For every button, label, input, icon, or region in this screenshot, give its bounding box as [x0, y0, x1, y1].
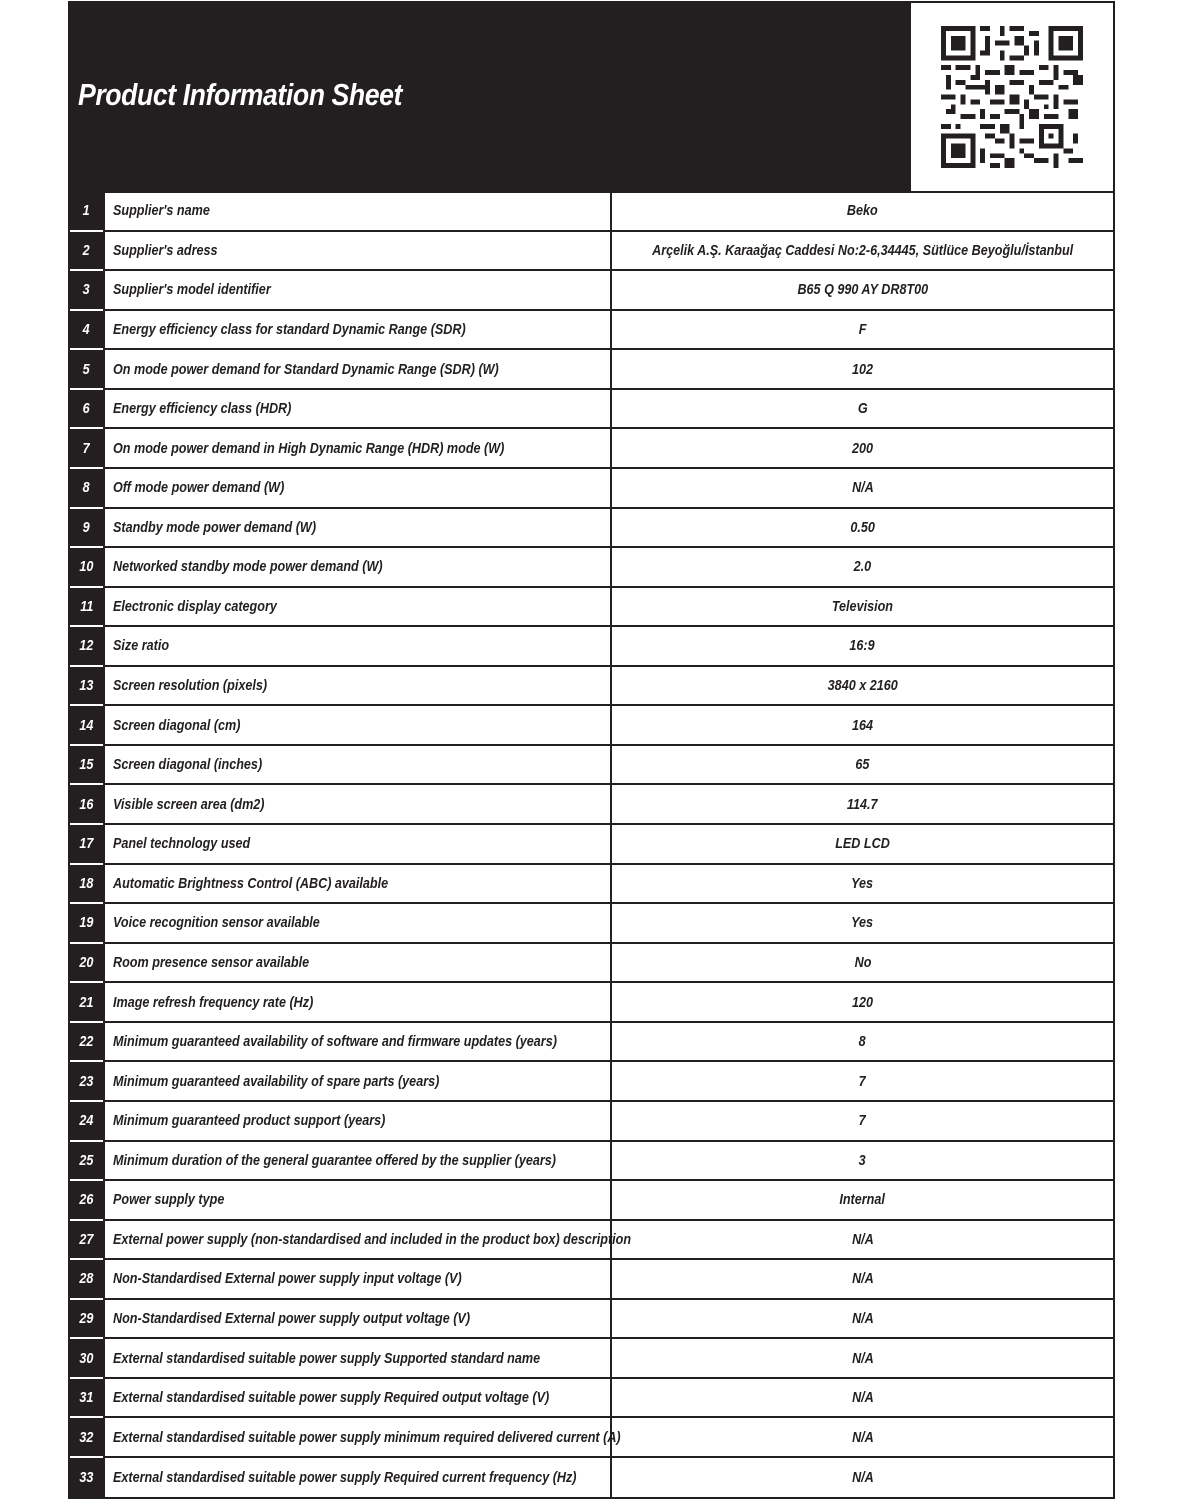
row-value: N/A [611, 1259, 1113, 1299]
row-label: Minimum guaranteed availability of spare parts (years) [104, 1061, 611, 1101]
row-number: 17 [70, 824, 104, 864]
row-value: 16:9 [611, 626, 1113, 666]
table-row [70, 587, 1113, 627]
row-value: N/A [611, 1299, 1113, 1339]
row-value: 8 [611, 1022, 1113, 1062]
row-number: 27 [70, 1220, 104, 1260]
row-label: Standby mode power demand (W) [104, 508, 611, 548]
row-number: 15 [70, 745, 104, 785]
table-row [70, 1299, 1113, 1339]
row-label: Panel technology used [104, 824, 611, 864]
row-value: N/A [611, 1378, 1113, 1418]
qr-code-panel [909, 3, 1113, 191]
row-value: 2.0 [611, 547, 1113, 587]
row-number: 16 [70, 784, 104, 824]
table-row [70, 1259, 1113, 1299]
row-number: 14 [70, 705, 104, 745]
row-number: 20 [70, 943, 104, 983]
row-value: N/A [611, 1417, 1113, 1457]
row-label: On mode power demand in High Dynamic Range (HDR) mode (W) [104, 428, 611, 468]
row-value: Yes [611, 903, 1113, 943]
table-row [70, 745, 1113, 785]
row-value: 200 [611, 428, 1113, 468]
row-number: 5 [70, 349, 104, 389]
table-row [70, 547, 1113, 587]
table-row [70, 1061, 1113, 1101]
table-row [70, 824, 1113, 864]
row-label: Minimum guaranteed product support (years) [104, 1101, 611, 1141]
table-row [70, 1338, 1113, 1378]
table-row [70, 468, 1113, 508]
table-row [70, 784, 1113, 824]
table-row [70, 982, 1113, 1022]
table-row [70, 1101, 1113, 1141]
table-row [70, 903, 1113, 943]
row-number: 23 [70, 1061, 104, 1101]
row-number: 12 [70, 626, 104, 666]
row-number: 18 [70, 864, 104, 904]
row-label: Visible screen area (dm2) [104, 784, 611, 824]
table-row [70, 191, 1113, 231]
row-number: 28 [70, 1259, 104, 1299]
table-row [70, 389, 1113, 429]
row-number: 30 [70, 1338, 104, 1378]
sheet-header [70, 3, 1113, 193]
row-value: 0.50 [611, 508, 1113, 548]
row-number: 22 [70, 1022, 104, 1062]
row-label: Power supply type [104, 1180, 611, 1220]
row-number: 32 [70, 1417, 104, 1457]
row-label: External standardised suitable power supply Required current frequency (Hz) [104, 1457, 611, 1497]
row-number: 10 [70, 547, 104, 587]
row-number: 4 [70, 310, 104, 350]
row-number: 7 [70, 428, 104, 468]
row-value: F [611, 310, 1113, 350]
row-label: Minimum guaranteed availability of software and firmware updates (years) [104, 1022, 611, 1062]
table-row [70, 943, 1113, 983]
row-value: N/A [611, 1457, 1113, 1497]
qr-code-icon [941, 25, 1083, 169]
row-value: Yes [611, 864, 1113, 904]
row-label: Minimum duration of the general guarantee offered by the supplier (years) [104, 1141, 611, 1181]
row-value: LED LCD [611, 824, 1113, 864]
row-value: 65 [611, 745, 1113, 785]
table-row [70, 1417, 1113, 1457]
table-row [70, 349, 1113, 389]
row-value: 102 [611, 349, 1113, 389]
row-number: 3 [70, 270, 104, 310]
table-row [70, 231, 1113, 271]
table-row [70, 1378, 1113, 1418]
row-label: Room presence sensor available [104, 943, 611, 983]
row-value: 7 [611, 1101, 1113, 1141]
row-number: 21 [70, 982, 104, 1022]
row-label: Supplier's name [104, 191, 611, 231]
row-value: 3 [611, 1141, 1113, 1181]
row-label: Screen resolution (pixels) [104, 666, 611, 706]
row-value: 114.7 [611, 784, 1113, 824]
table-row [70, 270, 1113, 310]
table-row [70, 508, 1113, 548]
row-number: 24 [70, 1101, 104, 1141]
row-value: 120 [611, 982, 1113, 1022]
row-label: Screen diagonal (cm) [104, 705, 611, 745]
row-value: N/A [611, 468, 1113, 508]
row-label: Size ratio [104, 626, 611, 666]
row-number: 19 [70, 903, 104, 943]
row-value: No [611, 943, 1113, 983]
row-label: Non-Standardised External power supply input voltage (V) [104, 1259, 611, 1299]
table-row [70, 428, 1113, 468]
row-number: 9 [70, 508, 104, 548]
row-number: 6 [70, 389, 104, 429]
product-information-sheet [68, 1, 1115, 1499]
row-number: 31 [70, 1378, 104, 1418]
row-label: Energy efficiency class for standard Dynamic Range (SDR) [104, 310, 611, 350]
row-label: Off mode power demand (W) [104, 468, 611, 508]
table-row [70, 1141, 1113, 1181]
row-number: 2 [70, 231, 104, 271]
row-label: External standardised suitable power supply Required output voltage (V) [104, 1378, 611, 1418]
table-row [70, 1457, 1113, 1497]
row-label: External standardised suitable power supply Supported standard name [104, 1338, 611, 1378]
row-label: External standardised suitable power supply minimum required delivered current (A) [104, 1417, 611, 1457]
row-value: Internal [611, 1180, 1113, 1220]
row-label: Non-Standardised External power supply output voltage (V) [104, 1299, 611, 1339]
row-number: 11 [70, 587, 104, 627]
row-label: Supplier's adress [104, 231, 611, 271]
row-label: Image refresh frequency rate (Hz) [104, 982, 611, 1022]
row-label: Energy efficiency class (HDR) [104, 389, 611, 429]
row-number: 26 [70, 1180, 104, 1220]
row-number: 1 [70, 191, 104, 231]
row-value: 164 [611, 705, 1113, 745]
page-title: Product Information Sheet [78, 77, 403, 112]
row-value: 3840 x 2160 [611, 666, 1113, 706]
table-row [70, 1180, 1113, 1220]
row-number: 25 [70, 1141, 104, 1181]
row-label: External power supply (non-standardised and included in the product box) description [104, 1220, 611, 1260]
table-row [70, 864, 1113, 904]
table-row [70, 705, 1113, 745]
table-row [70, 626, 1113, 666]
table-row [70, 666, 1113, 706]
row-number: 13 [70, 666, 104, 706]
spec-table [70, 191, 1113, 1497]
table-row [70, 1220, 1113, 1260]
row-number: 29 [70, 1299, 104, 1339]
row-label: Screen diagonal (inches) [104, 745, 611, 785]
row-value: Television [611, 587, 1113, 627]
row-value: Beko [847, 201, 878, 219]
row-label: Electronic display category [104, 587, 611, 627]
row-label: Voice recognition sensor available [104, 903, 611, 943]
row-number: 33 [70, 1457, 104, 1497]
row-label: Automatic Brightness Control (ABC) available [104, 864, 611, 904]
row-value: N/A [611, 1220, 1113, 1260]
row-value: B65 Q 990 AY DR8T00 [611, 270, 1113, 310]
row-value: G [611, 389, 1113, 429]
table-row [70, 1022, 1113, 1062]
table-row [70, 310, 1113, 350]
row-label: Supplier's model identifier [104, 270, 611, 310]
row-value: N/A [611, 1338, 1113, 1378]
row-number: 8 [70, 468, 104, 508]
row-label: On mode power demand for Standard Dynamic Range (SDR) (W) [104, 349, 611, 389]
row-value: 7 [611, 1061, 1113, 1101]
row-label: Networked standby mode power demand (W) [104, 547, 611, 587]
row-value: Arçelik A.Ş. Karaağaç Caddesi No:2-6,34445, Sütlüce Beyoğlu/İstanbul [611, 231, 1113, 271]
